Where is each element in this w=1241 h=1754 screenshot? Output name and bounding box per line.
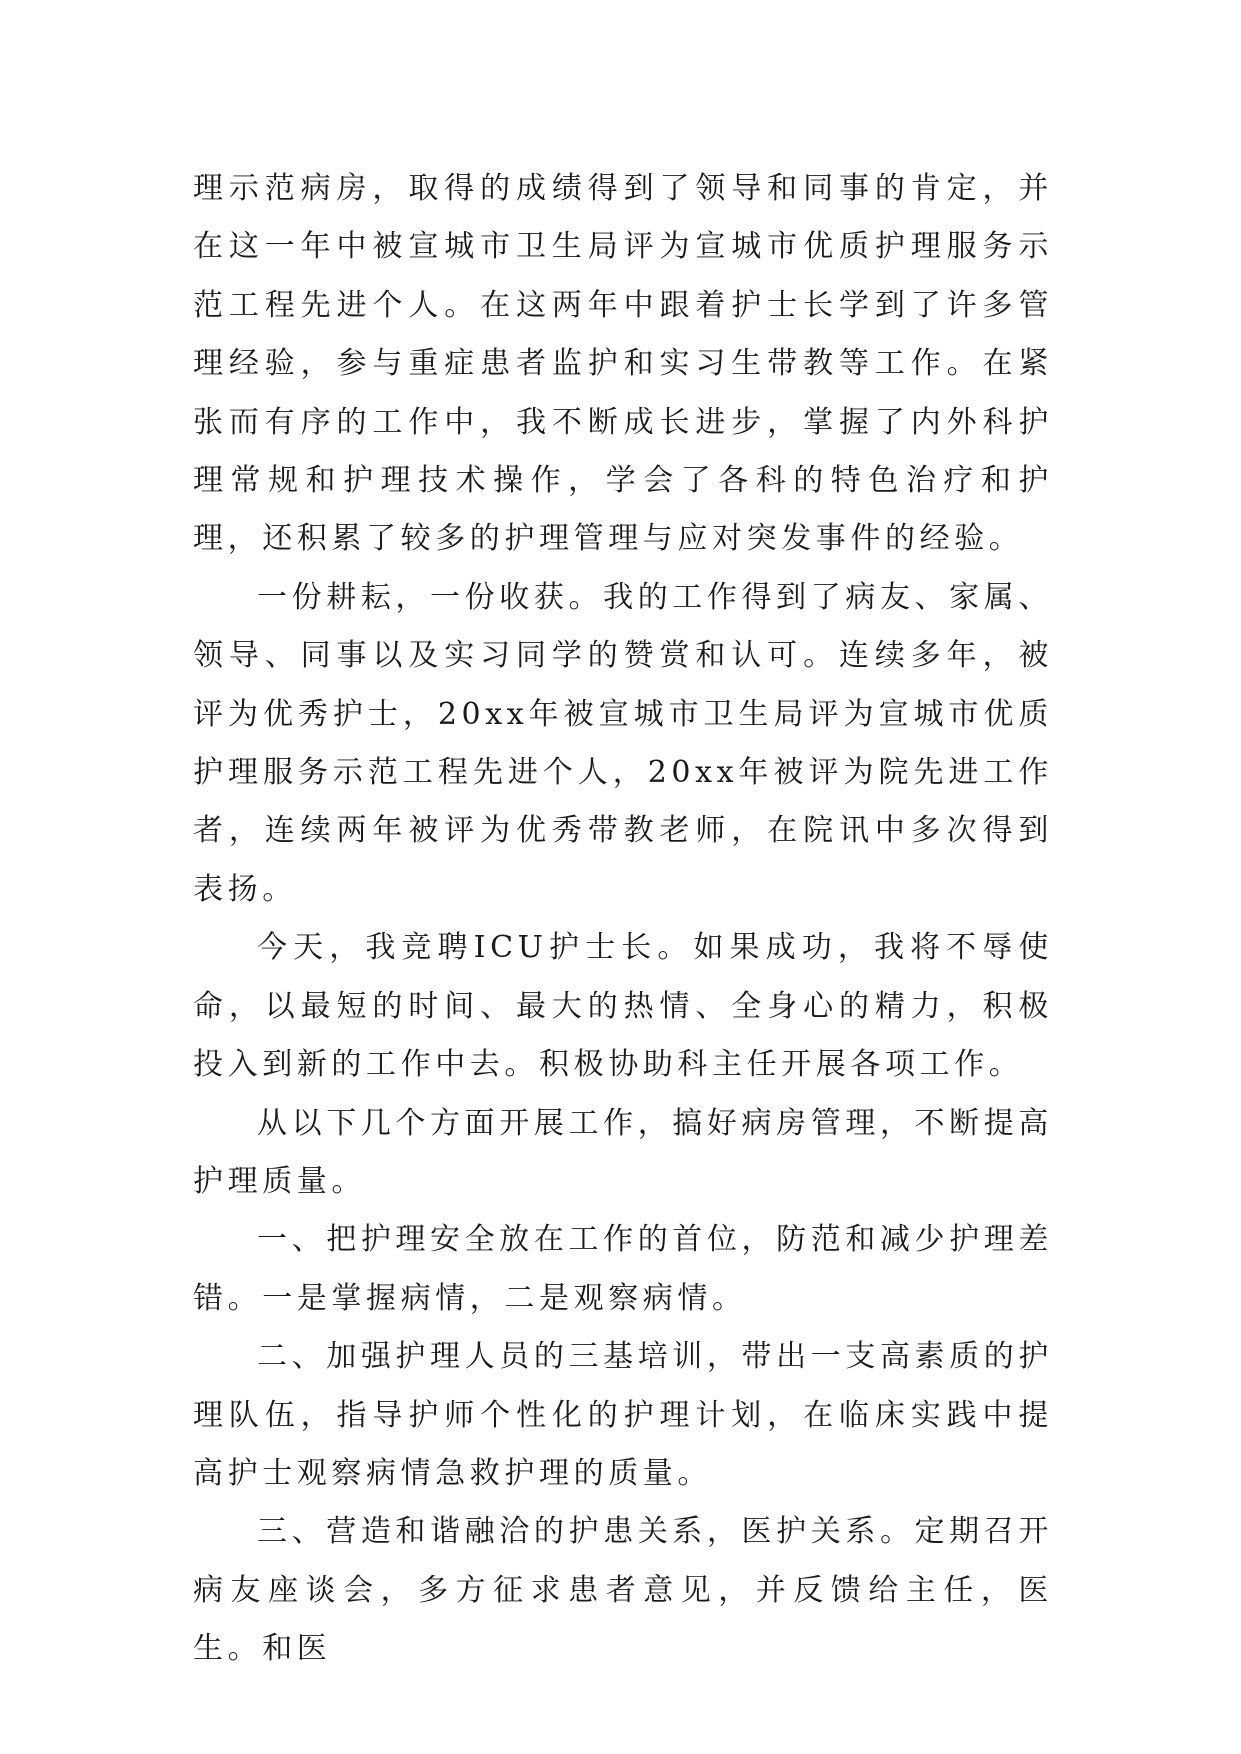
paragraph-3: 今天，我竞聘ICU护士长。如果成功，我将不辱使命，以最短的时间、最大的热情、全身心的精力，积极投入到新的工作中去。积极协助科主任开展各项工作。 [193, 930, 1053, 1083]
paragraph-7: 三、营造和谐融洽的护患关系，医护关系。定期召开病友座谈会，多方征求患者意见，并反馈给主任，医生。和医 [193, 1514, 1053, 1667]
paragraph-1: 理示范病房，取得的成绩得到了领导和同事的肯定，并在这一年中被宣城市卫生局评为宣城市优质护理服务示范工程先进个人。在这两年中跟着护士长学到了许多管理经验，参与重症患者监护和实习生带教等工作。在紧张而有序的工作中，我不断成长进步，掌握了内外科护理常规和护理技术操作，学会了各科的特色治疗和护理，还积累了较多的护理管理与应对突发事件的经验。 [193, 171, 1053, 557]
paragraph-2: 一份耕耘，一份收获。我的工作得到了病友、家属、领导、同事以及实习同学的赞赏和认可。连续多年，被评为优秀护士，20xx年被宣城市卫生局评为宣城市优质护理服务示范工程先进个人，20xx年被评为院先进工作者，连续两年被评为优秀带教老师，在院讯中多次得到表扬。 [193, 579, 1053, 907]
paragraph-4: 从以下几个方面开展工作，搞好病房管理，不断提高护理质量。 [193, 1105, 1053, 1199]
document-body [193, 160, 1053, 1679]
paragraph-6: 二、加强护理人员的三基培训，带出一支高素质的护理队伍，指导护师个性化的护理计划，在临床实践中提高护士观察病情急救护理的质量。 [193, 1339, 1053, 1491]
paragraph-5: 一、把护理安全放在工作的首位，防范和减少护理差错。一是掌握病情，二是观察病情。 [193, 1222, 1053, 1316]
